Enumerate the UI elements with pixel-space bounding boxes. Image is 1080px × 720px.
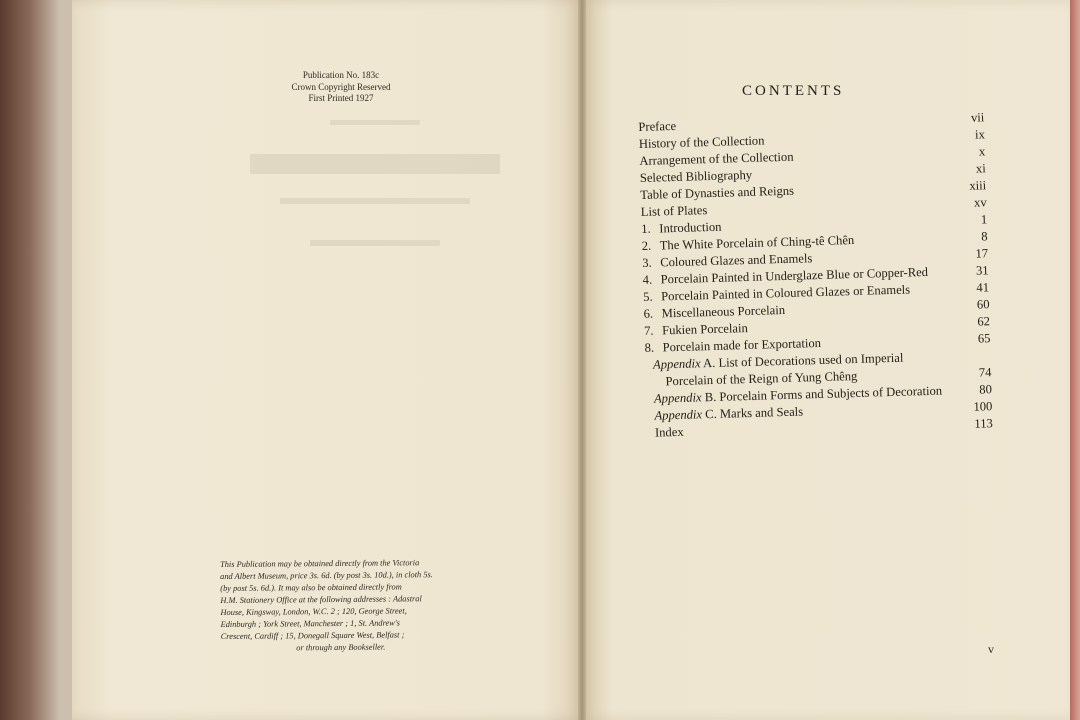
toc-entry-label: Arrangement of the Collection: [639, 149, 794, 168]
toc-entry-number: 3.: [642, 255, 652, 270]
note-line: This Publication may be obtained directly from the Victoria: [220, 558, 420, 569]
toc-entry-page: 31: [975, 263, 989, 278]
toc-entry-page: 65: [977, 331, 991, 346]
toc-entry-page: xv: [973, 195, 987, 210]
note-line: H.M. Stationery Office at the following addresses : Adastral: [220, 594, 422, 605]
copyright-line: Crown Copyright Reserved: [291, 81, 391, 92]
toc-entry-page: xiii: [969, 178, 987, 193]
toc-entry-label: Porcelain Painted in Underglaze Blue or Copper-Red: [660, 264, 929, 287]
toc-entry-page: vii: [970, 110, 985, 125]
toc-entry-page: xi: [975, 161, 986, 176]
toc-entry-page: 62: [977, 314, 991, 329]
toc-entry-label: List of Plates: [640, 203, 708, 219]
availability-note: [220, 557, 461, 655]
toc-entry-page: 74: [978, 365, 992, 380]
toc-entry-label: Porcelain Painted in Coloured Glazes or Enamels: [660, 282, 911, 304]
toc-entry-label: Coloured Glazes and Enamels: [660, 251, 813, 270]
toc-entry-number: 6.: [643, 306, 654, 321]
toc-entry-label: Fukien Porcelain: [661, 321, 748, 338]
toc-entry-label: Miscellaneous Porcelain: [661, 302, 786, 321]
toc-entry-number: 8.: [644, 340, 655, 355]
publication-number: Publication No. 183c: [302, 70, 380, 80]
toc-entry-number: 2.: [641, 238, 652, 253]
toc-entry-page: 41: [976, 280, 990, 295]
note-line: Crescent, Cardiff ; 15, Donegall Square West, Belfast ;: [220, 630, 405, 641]
toc-entry-page: 80: [979, 382, 993, 397]
toc-entry-number: 5.: [642, 289, 653, 304]
note-line: (by post 5s. 6d.). It may also be obtained directly from: [220, 582, 402, 593]
first-printed-line: First Printed 1927: [308, 93, 374, 103]
table-of-contents: [638, 102, 993, 442]
toc-appendix-prefix: Appendix: [653, 390, 702, 406]
toc-entry-label: Preface: [638, 118, 677, 134]
note-line: and Albert Museum, price 3s. 6d. (by post 3s. 10d.), in cloth 5s.: [220, 570, 433, 581]
note-line: or through any Bookseller.: [296, 642, 386, 653]
toc-entry-page: 17: [975, 246, 989, 261]
toc-entry-page: 60: [976, 297, 990, 312]
toc-entry-label: History of the Collection: [638, 133, 765, 151]
toc-entry-label: B. Porcelain Forms and Subjects of Decoration: [704, 383, 943, 405]
toc-appendix-prefix: Appendix: [654, 407, 703, 423]
page-folio: v: [988, 642, 994, 656]
toc-entry-label: A. List of Decorations used on Imperial: [702, 350, 904, 371]
toc-entry-number: 1.: [641, 221, 651, 236]
toc-entry-label: Selected Bibliography: [639, 167, 753, 185]
toc-entry-label: Porcelain made for Exportation: [662, 335, 822, 355]
toc-entry-number: 7.: [643, 323, 654, 338]
toc-entry-page: x: [978, 144, 986, 159]
toc-entry-page: 1: [980, 212, 988, 227]
note-line: House, Kingsway, London, W.C. 2 ; 120, George Street,: [220, 606, 407, 617]
publication-info: [266, 70, 416, 105]
show-through-title: [250, 120, 500, 280]
contents-heading: CONTENTS: [742, 83, 845, 99]
toc-entry-label: Introduction: [659, 219, 722, 236]
toc-entry-number: 4.: [642, 272, 653, 287]
toc-appendix-prefix: Appendix: [652, 356, 701, 372]
toc-entry-page: 8: [981, 229, 988, 244]
toc-entry-page: ix: [974, 127, 985, 142]
toc-entry-label: Porcelain of the Reign of Yung Chêng: [665, 368, 858, 389]
toc-entry-label: The White Porcelain of Ching-tê Chên: [659, 233, 855, 253]
toc-entry-label: Table of Dynasties and Reigns: [640, 183, 795, 202]
toc-entry-label: C. Marks and Seals: [704, 404, 804, 422]
book-gutter: [578, 0, 586, 720]
toc-entry-page: 100: [973, 399, 993, 414]
note-line: Edinburgh ; York Street, Manchester ; 1, St. Andrew's: [220, 618, 400, 629]
toc-entry-page: 113: [974, 416, 994, 431]
toc-entry-label: Index: [654, 424, 684, 440]
